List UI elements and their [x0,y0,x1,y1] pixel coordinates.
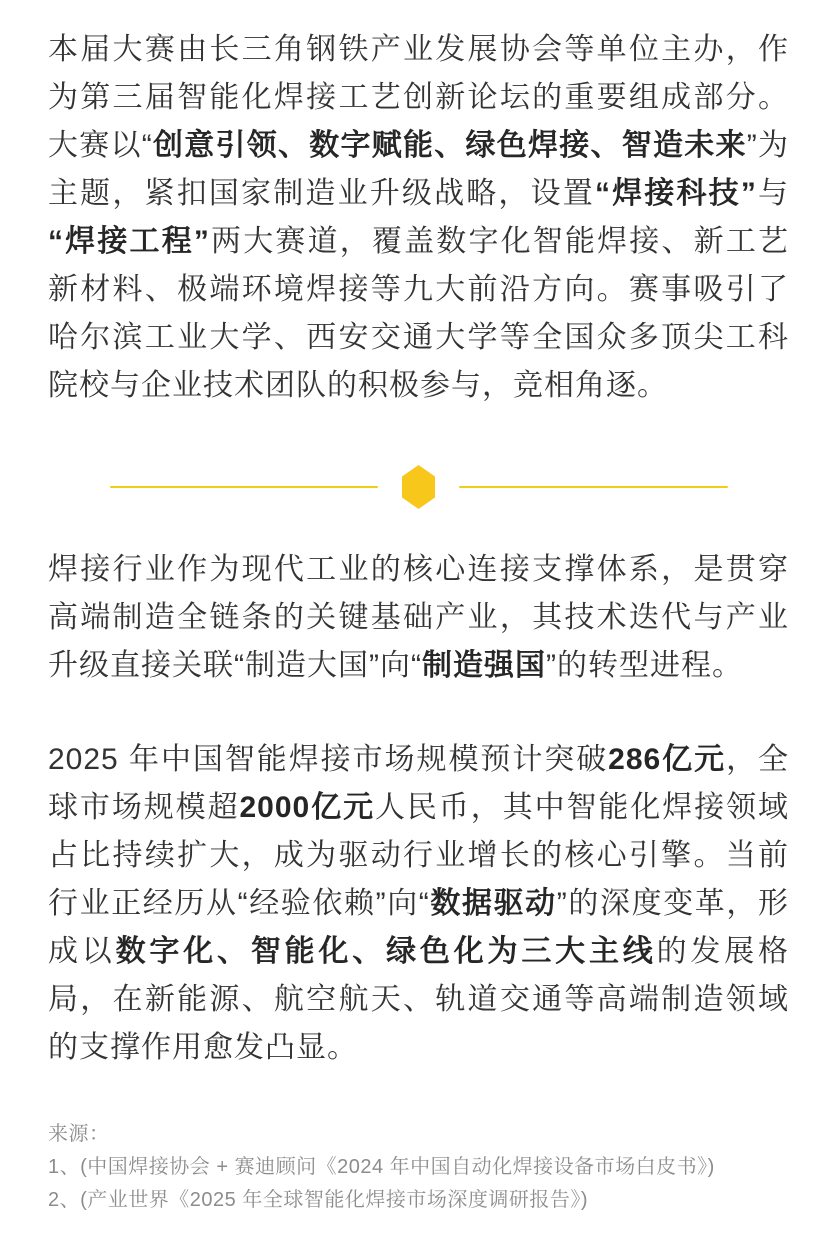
paragraph-industry-position: 焊接行业作为现代工业的核心连接支撑体系，是贯穿高端制造全链条的关键基础产业，其技术迭代与产业升级直接关联“制造大国”向“制造强国”的转型进程。 [48,553,789,682]
divider-line-left [110,486,379,488]
divider-line-right [459,486,728,488]
paragraph-market-size: 2025 年中国智能焊接市场规模预计突破286亿元，全球市场规模超2000亿元人民币，其中智能化焊接领域占比持续扩大，成为驱动行业增长的核心引擎。当前行业正经历从“经验依赖”向“数据驱动”的深度变革，形成以数字化、智能化、绿色化为三大主线的发展格局，在新能源、航空航天、轨道交通等高端制造领域的支撑作用愈发凸显。 [48,743,790,1064]
source-item-2: 2、(产业世界《2025 年全球智能化焊接市场深度调研报告》) [48,1189,588,1211]
section-divider [110,465,728,509]
source-item-1: 1、(中国焊接协会 + 赛迪顾问《2024 年中国自动化焊接设备市场白皮书》) [48,1156,715,1178]
paragraph-competition-overview: 本届大赛由长三角钢铁产业发展协会等单位主办，作为第三届智能化焊接工艺创新论坛的重要组成部分。大赛以“创意引领、数字赋能、绿色焊接、智造未来”为主题，紧扣国家制造业升级战略，设置“焊接科技”与“焊接工程”两大赛道，覆盖数字化智能焊接、新工艺新材料、极端环境焊接等九大前沿方向。赛事吸引了哈尔滨工业大学、西安交通大学等全国众多顶尖工科院校与企业技术团队的积极参与，竞相角逐。 [48,33,790,402]
source-label: 来源： [48,1123,110,1145]
hexagon-icon [402,465,435,509]
source-section [48,1118,789,1217]
